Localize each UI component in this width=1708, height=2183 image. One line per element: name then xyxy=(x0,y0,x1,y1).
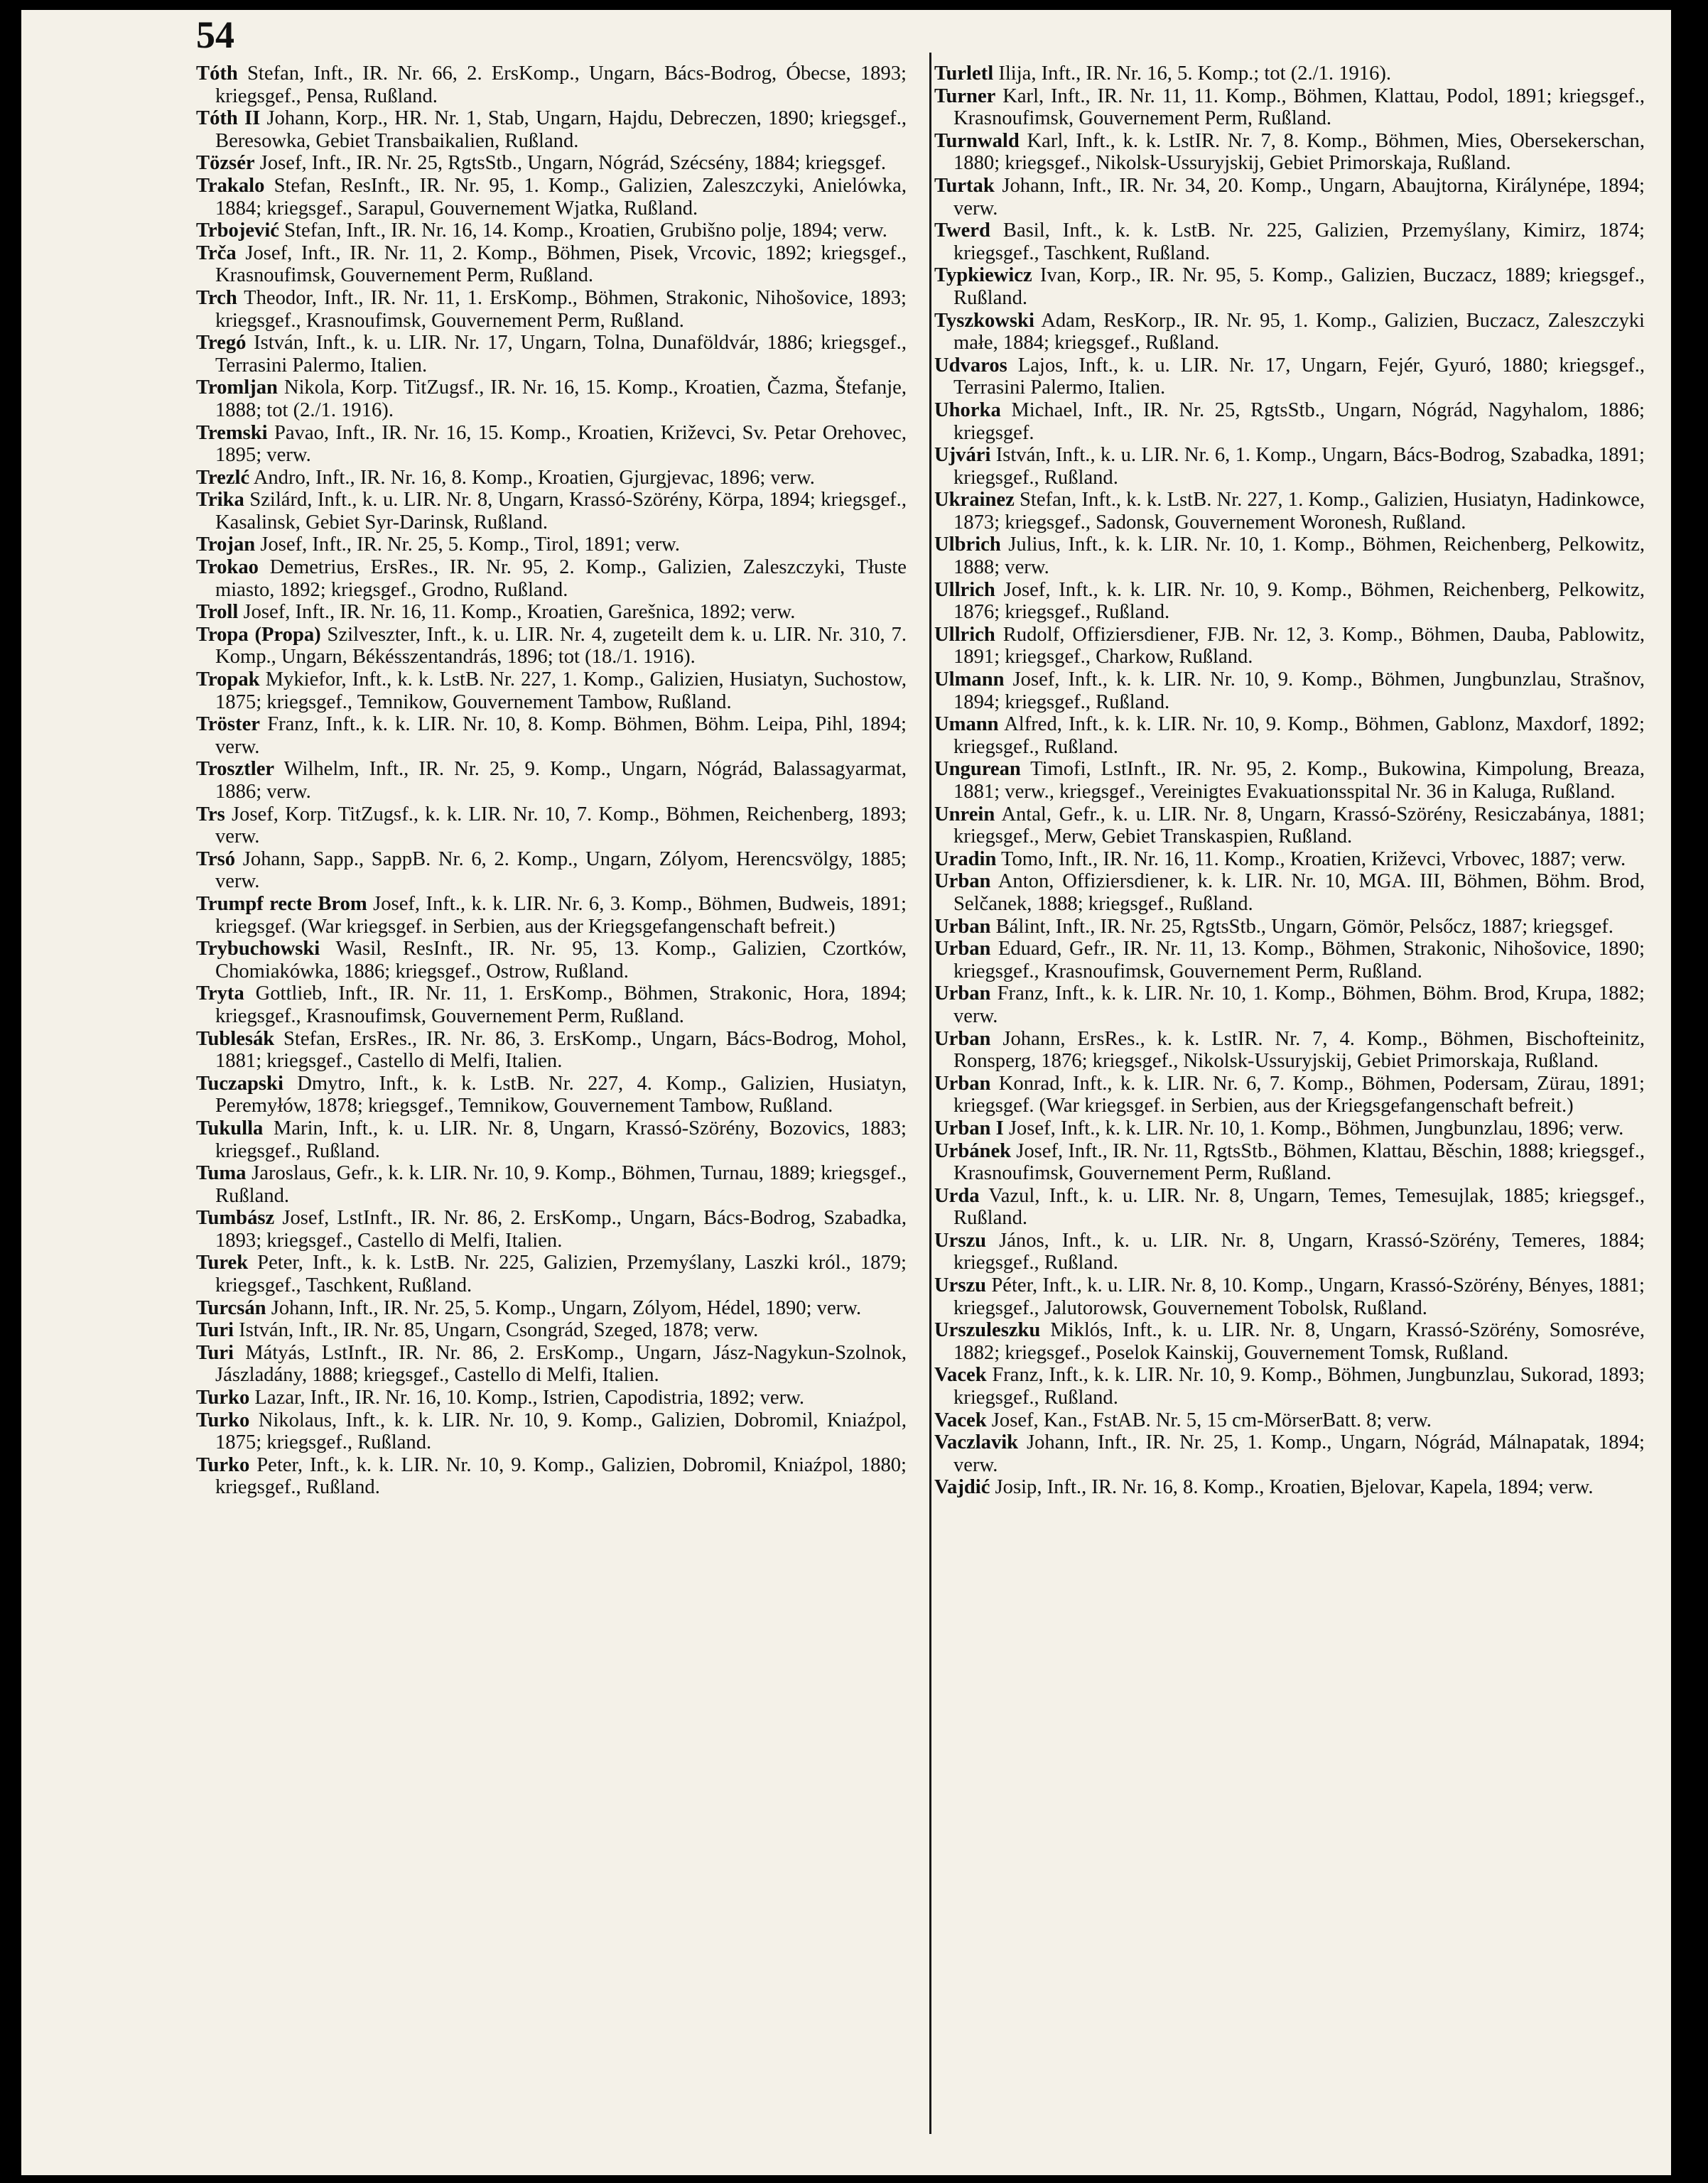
entry-details: Josef, Korp. TitZugsf., k. k. LIR. Nr. 10, 7. Komp., Böhmen, Reichenberg, 1893; verw. xyxy=(215,803,907,848)
entry-surname: Urban xyxy=(934,1027,991,1050)
entry-details: Johann, Sapp., SappB. Nr. 6, 2. Komp., Ungarn, Zólyom, Herencsvölgy, 1885; verw. xyxy=(215,847,907,893)
column-divider xyxy=(929,53,931,2134)
entry-details: Antal, Gefr., k. u. LIR. Nr. 8, Ungarn, Krassó-Szörény, Resiczabánya, 1881; kriegsgef., Merw, Gebiet Transkaspien, Rußland. xyxy=(953,803,1645,848)
entry-surname: Turletl xyxy=(934,63,994,85)
register-entry xyxy=(934,310,1645,354)
entry-surname: Turcsán xyxy=(196,1296,266,1319)
entry-surname: Vaczlavik xyxy=(934,1431,1019,1454)
register-entry xyxy=(196,1162,907,1207)
entry-details: Marin, Inft., k. u. LIR. Nr. 8, Ungarn, Krassó-Szörény, Bozovics, 1883; kriegsgef., Rußland. xyxy=(215,1117,907,1162)
entry-details: Jaroslaus, Gefr., k. k. LIR. Nr. 10, 9. Komp., Böhmen, Turnau, 1889; kriegsgef., Rußland. xyxy=(215,1162,907,1207)
register-entry xyxy=(934,803,1645,848)
entry-details: Bálint, Inft., IR. Nr. 25, RgtsStb., Ungarn, Gömör, Pelsőcz, 1887; kriegsgef. xyxy=(995,915,1614,938)
entry-surname: Typkiewicz xyxy=(934,264,1032,287)
entry-details: Mykiefor, Inft., k. k. LstB. Nr. 227, 1. Komp., Galizien, Husiatyn, Suchostow, 1875; kriegsgef., Temnikow, Gouvernement Tambow, Rußland. xyxy=(215,668,907,713)
entry-surname: Trsó xyxy=(196,847,236,870)
register-entry xyxy=(934,354,1645,399)
entry-details: Timofi, LstInft., IR. Nr. 95, 2. Komp., Bukowina, Kimpolung, Breaza, 1881; verw., kriegsgef., Vereinigtes Evakuationsspital Nr. 36 in Kaluga, Rußland. xyxy=(953,758,1645,803)
register-entry xyxy=(934,848,1645,871)
register-entry xyxy=(934,85,1645,130)
register-entry xyxy=(196,1297,907,1320)
entry-details: Johann, Inft., IR. Nr. 25, 1. Komp., Ungarn, Nógrád, Málnapatak, 1894; verw. xyxy=(953,1431,1645,1476)
register-entry xyxy=(196,152,907,175)
entry-surname: Urban I xyxy=(934,1117,1004,1139)
register-entry xyxy=(196,601,907,624)
register-entry xyxy=(196,489,907,533)
entry-surname: Urban xyxy=(934,915,991,938)
entry-surname: Vajdić xyxy=(934,1476,990,1499)
entry-surname: Urszu xyxy=(934,1274,987,1297)
entry-details: Josef, Inft., IR. Nr. 16, 11. Komp., Kroatien, Garešnica, 1892; verw. xyxy=(243,601,796,624)
register-entry xyxy=(196,848,907,893)
register-entry xyxy=(934,982,1645,1027)
register-entry xyxy=(934,533,1645,578)
entry-details: Peter, Inft., k. k. LIR. Nr. 10, 9. Komp., Galizien, Dobromil, Kniaźpol, 1880; kriegsgef., Rußland. xyxy=(215,1453,907,1499)
register-entry xyxy=(196,1117,907,1162)
register-entry xyxy=(196,1342,907,1387)
entry-details: Ivan, Korp., IR. Nr. 95, 5. Komp., Galizien, Buczacz, 1889; kriegsgef., Rußland. xyxy=(953,264,1645,309)
entry-details: Wilhelm, Inft., IR. Nr. 25, 9. Komp., Ungarn, Nógrád, Balassagyarmat, 1886; verw. xyxy=(215,758,907,803)
register-entry xyxy=(196,1073,907,1117)
entry-surname: Unrein xyxy=(934,803,995,825)
register-entry xyxy=(934,1274,1645,1319)
register-entry xyxy=(196,107,907,152)
entry-surname: Trojan xyxy=(196,533,256,556)
entry-surname: Ullrich xyxy=(934,578,995,601)
entry-surname: Trch xyxy=(196,286,237,309)
register-entry xyxy=(934,1028,1645,1073)
entry-surname: Tuczapski xyxy=(196,1072,283,1095)
register-entry xyxy=(196,1387,907,1409)
book-page xyxy=(21,10,1671,2175)
register-entry xyxy=(196,287,907,332)
register-entry xyxy=(196,1319,907,1342)
entry-details: Alfred, Inft., k. k. LIR. Nr. 10, 9. Komp., Böhmen, Gablonz, Maxdorf, 1892; kriegsgef., Rußland. xyxy=(953,713,1645,758)
entry-surname: Tözsér xyxy=(196,152,255,175)
entry-details: Ilija, Inft., IR. Nr. 16, 5. Komp.; tot (2./1. 1916). xyxy=(998,63,1392,85)
entry-details: Basil, Inft., k. k. LstB. Nr. 225, Galizien, Przemyślany, Kimirz, 1874; kriegsgef., Taschkent, Rußland. xyxy=(953,220,1645,264)
entry-surname: Turko xyxy=(196,1453,250,1476)
entry-details: Miklós, Inft., k. u. LIR. Nr. 8, Ungarn, Krassó-Szörény, Somosréve, 1882; kriegsgef., Poselok Kainskij, Gouvernement Tomsk, Rußland. xyxy=(953,1319,1645,1364)
entry-details: Josef, Inft., IR. Nr. 25, RgtsStb., Ungarn, Nógrád, Szécsény, 1884; kriegsgef. xyxy=(259,152,886,175)
entry-details: Péter, Inft., k. u. LIR. Nr. 8, 10. Komp., Ungarn, Krassó-Szörény, Bényes, 1881; kriegsgef., Jalutorowsk, Gouvernement Tobolsk, Rußland. xyxy=(953,1274,1645,1319)
register-entry xyxy=(934,130,1645,175)
register-entry xyxy=(196,1028,907,1073)
entry-details: Johann, ErsRes., k. k. LstIR. Nr. 7, 4. Komp., Böhmen, Bischofteinitz, Ronsperg, 1876; kriegsgef., Nikolsk-Ussuryjskij, Gebiet Primorskaja, Rußland. xyxy=(953,1027,1645,1073)
entry-surname: Urban xyxy=(934,938,991,960)
entry-details: Julius, Inft., k. k. LIR. Nr. 10, 1. Komp., Böhmen, Reichenberg, Pelkowitz, 1888; verw. xyxy=(953,533,1645,579)
entry-details: István, Inft., k. u. LIR. Nr. 6, 1. Komp., Ungarn, Bács-Bodrog, Szabadka, 1891; kriegsgef., Rußland. xyxy=(953,444,1645,489)
register-entry xyxy=(196,982,907,1027)
entry-details: Johann, Inft., IR. Nr. 25, 5. Komp., Ungarn, Zólyom, Hédel, 1890; verw. xyxy=(271,1296,862,1319)
register-entry xyxy=(934,1431,1645,1476)
entry-details: Stefan, Inft., k. k. LstB. Nr. 227, 1. Komp., Galizien, Husiatyn, Hadinkowce, 1873; kriegsgef., Sadonsk, Gouvernement Woronesh, Rußland. xyxy=(953,489,1645,533)
entry-surname: Trumpf recte Brom xyxy=(196,892,367,915)
register-entry xyxy=(934,1140,1645,1185)
entry-details: Johann, Inft., IR. Nr. 34, 20. Komp., Ungarn, Abaujtorna, Királynépe, 1894; verw. xyxy=(953,174,1645,220)
register-entry xyxy=(196,668,907,713)
entry-surname: Tukulla xyxy=(196,1117,264,1139)
register-entry xyxy=(934,444,1645,489)
right-column xyxy=(934,63,1645,1499)
entry-details: Lajos, Inft., k. u. LIR. Nr. 17, Ungarn, Fejér, Gyuró, 1880; kriegsgef., Terrasini Palermo, Italien. xyxy=(953,354,1645,399)
entry-details: Vazul, Inft., k. u. LIR. Nr. 8, Ungarn, Temes, Temesujlak, 1885; kriegsgef., Rußland. xyxy=(953,1184,1645,1230)
register-entry xyxy=(196,758,907,803)
entry-surname: Uhorka xyxy=(934,399,1001,421)
entry-details: Stefan, Inft., IR. Nr. 66, 2. ErsKomp., Ungarn, Bács-Bodrog, Óbecse, 1893; kriegsgef., Pensa, Rußland. xyxy=(215,63,907,107)
register-entry xyxy=(934,1476,1645,1499)
entry-details: Dmytro, Inft., k. k. LstB. Nr. 227, 4. Komp., Galizien, Husiatyn, Peremyłów, 1878; kriegsgef., Temnikow, Gouvernement Tambow, Rußland. xyxy=(215,1072,907,1117)
entry-details: Stefan, ResInft., IR. Nr. 95, 1. Komp., Galizien, Zaleszczyki, Anielówka, 1884; kriegsgef., Sarapul, Gouvernement Wjatka, Rußland. xyxy=(215,174,907,220)
entry-surname: Ukrainez xyxy=(934,489,1015,511)
entry-details: Peter, Inft., k. k. LstB. Nr. 225, Galizien, Przemyślany, Laszki król., 1879; kriegsgef., Taschkent, Rußland. xyxy=(215,1252,907,1297)
register-entry xyxy=(934,579,1645,624)
entry-details: Josef, Kan., FstAB. Nr. 5, 15 cm-MörserBatt. 8; verw. xyxy=(991,1409,1432,1431)
entry-surname: Tromljan xyxy=(196,377,278,399)
register-entry xyxy=(934,399,1645,444)
entry-details: Josef, Inft., k. k. LIR. Nr. 6, 3. Komp., Böhmen, Budweis, 1891; kriegsgef. (War kriegsgef. in Serbien, aus der Kriegsgefangenschaft befreit.) xyxy=(215,892,907,938)
register-entry xyxy=(934,1364,1645,1409)
register-entry xyxy=(934,1185,1645,1230)
left-column xyxy=(196,63,907,1499)
register-entry xyxy=(934,1230,1645,1274)
entry-surname: Tröster xyxy=(196,713,260,736)
entry-surname: Trakalo xyxy=(196,174,265,197)
entry-details: István, Inft., IR. Nr. 85, Ungarn, Csongrád, Szeged, 1878; verw. xyxy=(239,1319,759,1342)
entry-details: Demetrius, ErsRes., IR. Nr. 95, 2. Komp., Galizien, Zaleszczyki, Tłuste miasto, 1892; kriegsgef., Grodno, Rußland. xyxy=(215,556,907,601)
register-entry xyxy=(196,242,907,287)
page-number: 54 xyxy=(196,13,234,56)
register-entry xyxy=(934,624,1645,668)
entry-surname: Trokao xyxy=(196,556,259,579)
entry-surname: Turko xyxy=(196,1409,250,1431)
register-entry xyxy=(934,264,1645,309)
register-entry xyxy=(196,467,907,489)
entry-surname: Ullrich xyxy=(934,623,995,646)
register-entry xyxy=(934,1409,1645,1432)
entry-surname: Ungurean xyxy=(934,758,1021,781)
register-entry xyxy=(196,893,907,938)
entry-details: Gottlieb, Inft., IR. Nr. 11, 1. ErsKomp., Böhmen, Strakonic, Hora, 1894; kriegsgef., Krasnoufimsk, Gouvernement Perm, Rußland. xyxy=(215,982,907,1027)
entry-details: Szilveszter, Inft., k. u. LIR. Nr. 4, zugeteilt dem k. u. LIR. Nr. 310, 7. Komp., Ungarn, Békésszentandrás, 1896; tot (18./1. 1916). xyxy=(215,623,907,668)
entry-surname: Urban xyxy=(934,982,991,1005)
entry-details: Josef, Inft., k. k. LIR. Nr. 10, 9. Komp., Böhmen, Jungbunzlau, Strašnov, 1894; kriegsgef., Rußland. xyxy=(953,668,1645,713)
entry-details: Nikola, Korp. TitZugsf., IR. Nr. 16, 15. Komp., Kroatien, Čazma, Štefanje, 1888; tot (2./1. 1916). xyxy=(215,377,907,421)
entry-surname: Tyszkowski xyxy=(934,309,1034,332)
entry-details: Johann, Korp., HR. Nr. 1, Stab, Ungarn, Hajdu, Debreczen, 1890; kriegsgef., Beresowka, Gebiet Transbaikalien, Rußland. xyxy=(215,107,907,152)
entry-details: Franz, Inft., k. k. LIR. Nr. 10, 1. Komp., Böhmen, Böhm. Brod, Krupa, 1882; verw. xyxy=(953,982,1645,1027)
entry-details: Franz, Inft., k. k. LIR. Nr. 10, 8. Komp. Böhmen, Böhm. Leipa, Pihl, 1894; verw. xyxy=(215,713,907,758)
entry-surname: Urszuleszku xyxy=(934,1319,1041,1342)
register-entry xyxy=(934,758,1645,803)
entry-surname: Umann xyxy=(934,713,999,736)
register-entry xyxy=(934,1073,1645,1117)
register-entry xyxy=(934,916,1645,938)
entry-details: Josef, Inft., IR. Nr. 11, RgtsStb., Böhmen, Klattau, Běschin, 1888; kriegsgef., Krasnoufimsk, Gouvernement Perm, Rußland. xyxy=(953,1139,1645,1185)
register-entry xyxy=(934,1319,1645,1364)
entry-surname: Turnwald xyxy=(934,129,1020,152)
register-entry xyxy=(196,332,907,377)
register-entry xyxy=(934,63,1645,85)
entry-surname: Ulmann xyxy=(934,668,1005,691)
register-entry xyxy=(196,220,907,242)
register-entry xyxy=(196,713,907,758)
entry-surname: Turko xyxy=(196,1387,250,1409)
entry-surname: Trybuchowski xyxy=(196,938,320,960)
register-entry xyxy=(196,938,907,982)
entry-details: Szilárd, Inft., k. u. LIR. Nr. 8, Ungarn, Krassó-Szörény, Körpa, 1894; kriegsgef., Kasalinsk, Gebiet Syr-Darinsk, Rußland. xyxy=(215,489,907,533)
entry-details: Eduard, Gefr., IR. Nr. 11, 13. Komp., Böhmen, Strakonic, Nihošovice, 1890; kriegsgef., Krasnoufimsk, Gouvernement Perm, Rußland. xyxy=(953,938,1645,982)
entry-surname: Trosztler xyxy=(196,758,275,781)
entry-surname: Vacek xyxy=(934,1409,987,1431)
entry-surname: Turi xyxy=(196,1319,234,1342)
entry-surname: Urda xyxy=(934,1184,980,1207)
entry-details: Pavao, Inft., IR. Nr. 16, 15. Komp., Kroatien, Križevci, Sv. Petar Orehovec, 1895; verw. xyxy=(215,421,907,467)
entry-details: Josef, Inft., IR. Nr. 25, 5. Komp., Tirol, 1891; verw. xyxy=(260,533,680,556)
entry-details: István, Inft., k. u. LIR. Nr. 17, Ungarn, Tolna, Dunaföldvár, 1886; kriegsgef., Terrasini Palermo, Italien. xyxy=(215,332,907,377)
register-entry xyxy=(196,1454,907,1499)
entry-surname: Urban xyxy=(934,1072,991,1095)
register-entry xyxy=(934,713,1645,758)
entry-surname: Turi xyxy=(196,1341,234,1364)
entry-surname: Tropak xyxy=(196,668,260,691)
register-entry xyxy=(196,533,907,556)
entry-details: Karl, Inft., k. k. LstIR. Nr. 7, 8. Komp., Böhmen, Mies, Obersekerschan, 1880; kriegsgef., Nikolsk-Ussuryjskij, Gebiet Primorskaja, Rußland. xyxy=(953,129,1645,175)
register-entry xyxy=(196,377,907,421)
entry-details: Anton, Offiziersdiener, k. k. LIR. Nr. 10, MGA. III, Böhmen, Böhm. Brod, Selčanek, 1888; kriegsgef., Rußland. xyxy=(953,870,1645,915)
entry-details: Karl, Inft., IR. Nr. 11, 11. Komp., Böhmen, Klattau, Podol, 1891; kriegsgef., Krasnoufimsk, Gouvernement Perm, Rußland. xyxy=(953,85,1645,130)
entry-details: Michael, Inft., IR. Nr. 25, RgtsStb., Ungarn, Nógrád, Nagyhalom, 1886; kriegsgef. xyxy=(953,399,1645,444)
entry-surname: Trika xyxy=(196,489,244,511)
entry-surname: Tregó xyxy=(196,332,247,354)
entry-surname: Troll xyxy=(196,601,239,624)
entry-surname: Turek xyxy=(196,1252,249,1274)
entry-details: Theodor, Inft., IR. Nr. 11, 1. ErsKomp., Böhmen, Strakonic, Nihošovice, 1893; kriegsgef., Krasnoufimsk, Gouvernement Perm, Rußland. xyxy=(215,286,907,332)
entry-details: Stefan, Inft., IR. Nr. 16, 14. Komp., Kroatien, Grubišno polje, 1894; verw. xyxy=(284,220,887,242)
entry-details: Andro, Inft., IR. Nr. 16, 8. Komp., Kroatien, Gjurgjevac, 1896; verw. xyxy=(253,466,815,489)
register-entry xyxy=(934,489,1645,533)
register-entry xyxy=(934,870,1645,915)
register-entry xyxy=(196,1409,907,1454)
entry-surname: Urban xyxy=(934,870,991,893)
register-entry xyxy=(934,175,1645,220)
entry-surname: Trča xyxy=(196,242,237,264)
entry-surname: Tryta xyxy=(196,982,244,1005)
entry-surname: Urbánek xyxy=(934,1139,1012,1162)
entry-surname: Ujvári xyxy=(934,444,991,467)
register-entry xyxy=(934,938,1645,982)
entry-details: Stefan, ErsRes., IR. Nr. 86, 3. ErsKomp., Ungarn, Bács-Bodrog, Mohol, 1881; kriegsgef., Castello di Melfi, Italien. xyxy=(215,1027,907,1073)
entry-surname: Trs xyxy=(196,803,225,825)
entry-details: János, Inft., k. u. LIR. Nr. 8, Ungarn, Krassó-Szörény, Temeres, 1884; kriegsgef., Rußland. xyxy=(953,1229,1645,1274)
register-entry xyxy=(934,220,1645,264)
entry-surname: Urszu xyxy=(934,1229,987,1252)
entry-surname: Tumbász xyxy=(196,1207,275,1230)
entry-surname: Tuma xyxy=(196,1162,247,1185)
entry-details: Nikolaus, Inft., k. k. LIR. Nr. 10, 9. Komp., Galizien, Dobromil, Kniaźpol, 1875; kriegsgef., Rußland. xyxy=(215,1409,907,1454)
register-entry xyxy=(196,63,907,107)
entry-details: Konrad, Inft., k. k. LIR. Nr. 6, 7. Komp., Böhmen, Podersam, Zürau, 1891; kriegsgef. (War kriegsgef. in Serbien, aus der Kriegsgefangenschaft befreit.) xyxy=(953,1072,1645,1117)
entry-details: Josip, Inft., IR. Nr. 16, 8. Komp., Kroatien, Bjelovar, Kapela, 1894; verw. xyxy=(995,1476,1594,1499)
entry-surname: Tropa (Propa) xyxy=(196,623,321,646)
entry-surname: Trbojević xyxy=(196,220,279,242)
entry-details: Lazar, Inft., IR. Nr. 16, 10. Komp., Istrien, Capodistria, 1892; verw. xyxy=(254,1387,805,1409)
register-entry xyxy=(196,422,907,467)
entry-surname: Tóth II xyxy=(196,107,261,130)
entry-surname: Tublesák xyxy=(196,1027,275,1050)
entry-surname: Ulbrich xyxy=(934,533,1001,556)
register-entry xyxy=(196,803,907,848)
entry-details: Franz, Inft., k. k. LIR. Nr. 10, 9. Komp., Böhmen, Jungbunzlau, Sukorad, 1893; kriegsgef., Rußland. xyxy=(953,1364,1645,1409)
entry-surname: Tóth xyxy=(196,63,238,85)
entry-details: Mátyás, LstInft., IR. Nr. 86, 2. ErsKomp., Ungarn, Jász-Nagykun-Szolnok, Jászladány, 1888; kriegsgef., Castello di Melfi, Italien. xyxy=(215,1341,907,1387)
entry-details: Rudolf, Offiziersdiener, FJB. Nr. 12, 3. Komp., Böhmen, Dauba, Pablowitz, 1891; kriegsgef., Charkow, Rußland. xyxy=(953,623,1645,668)
register-entry xyxy=(196,556,907,601)
register-entry xyxy=(196,1252,907,1296)
entry-surname: Trezlć xyxy=(196,466,250,489)
register-entry xyxy=(196,175,907,220)
entry-surname: Udvaros xyxy=(934,354,1007,377)
entry-details: Josef, Inft., IR. Nr. 11, 2. Komp., Böhmen, Pisek, Vrcovic, 1892; kriegsgef., Krasnoufimsk, Gouvernement Perm, Rußland. xyxy=(215,242,907,287)
register-entry xyxy=(196,1207,907,1252)
entry-surname: Tremski xyxy=(196,421,268,444)
register-entry xyxy=(934,1117,1645,1140)
entry-details: Wasil, ResInft., IR. Nr. 95, 13. Komp., Galizien, Czortków, Chomiakówka, 1886; kriegsgef., Ostrow, Rußland. xyxy=(215,938,907,982)
entry-surname: Uradin xyxy=(934,847,997,870)
entry-details: Adam, ResKorp., IR. Nr. 95, 1. Komp., Galizien, Buczacz, Zaleszczyki małe, 1884; kriegsgef., Rußland. xyxy=(953,309,1645,354)
register-entry xyxy=(196,624,907,668)
entry-surname: Twerd xyxy=(934,220,990,242)
entry-surname: Vacek xyxy=(934,1364,987,1387)
register-entry xyxy=(934,668,1645,713)
entry-details: Josef, LstInft., IR. Nr. 86, 2. ErsKomp., Ungarn, Bács-Bodrog, Szabadka, 1893; kriegsgef., Castello di Melfi, Italien. xyxy=(215,1207,907,1252)
entry-surname: Turner xyxy=(934,85,996,107)
entry-details: Tomo, Inft., IR. Nr. 16, 11. Komp., Kroatien, Križevci, Vrbovec, 1887; verw. xyxy=(1001,847,1626,870)
entry-details: Josef, Inft., k. k. LIR. Nr. 10, 9. Komp., Böhmen, Reichenberg, Pelkowitz, 1876; kriegsgef., Rußland. xyxy=(953,578,1645,624)
entry-surname: Turtak xyxy=(934,174,995,197)
entry-details: Josef, Inft., k. k. LIR. Nr. 10, 1. Komp., Böhmen, Jungbunzlau, 1896; verw. xyxy=(1008,1117,1624,1139)
